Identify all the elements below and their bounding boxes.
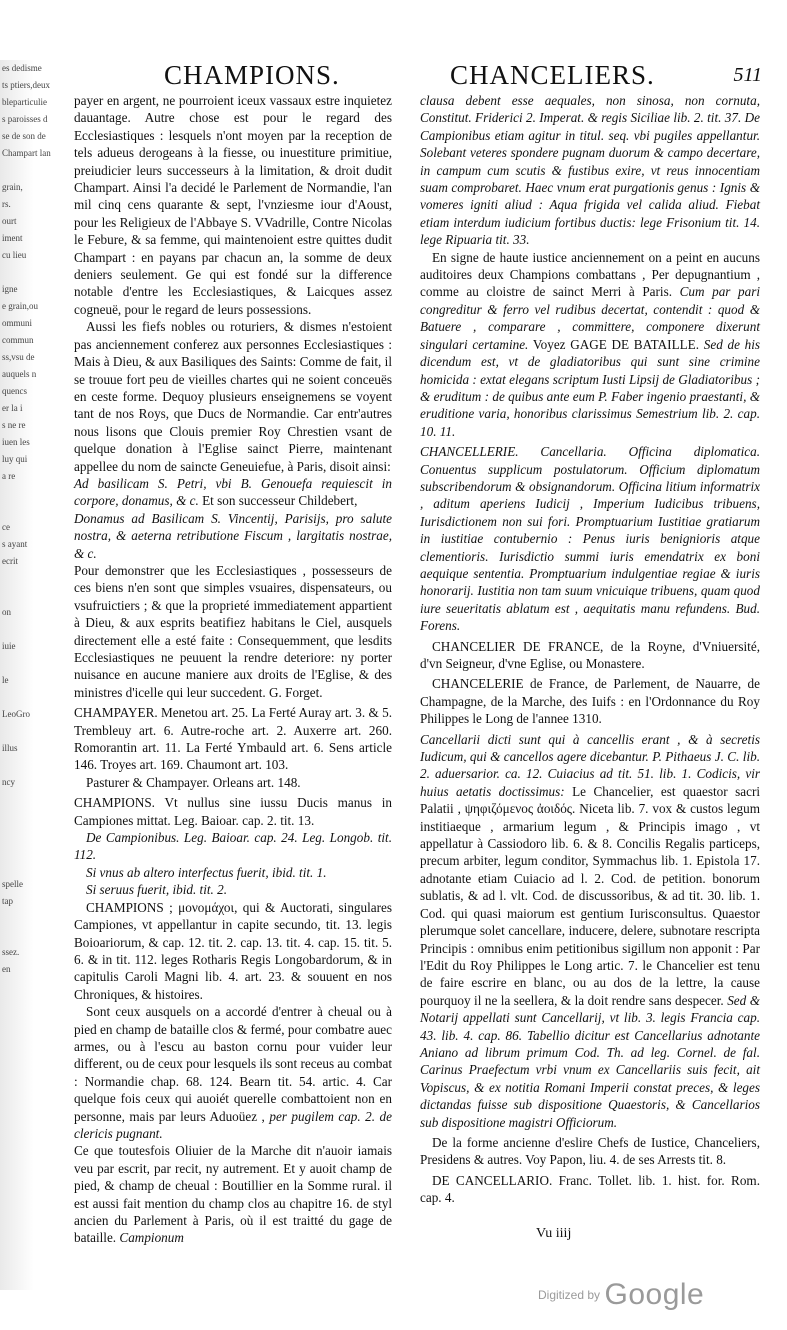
gutter-line: ommuni [2, 318, 33, 328]
header-right-title: CHANCELIERS. [450, 60, 655, 90]
gutter-line: s ne re [2, 420, 26, 430]
gutter-line [2, 689, 34, 706]
text-run: Pour demonstrer que les Ecclesiastiques , possesseurs de ces biens n'en sont que simples vsuaires, dispensateurs, ou vsufruictiers ; & que la proprieté immediatement appartient à Dieu, & aux esprits beatifiez habitans le Ciel, ausquels directement elle a esté faite : Consequemment, que lesdits Ecclesiastiques ne peuuent la rendre deteriore: ny porter nuisance en aucune maniere aux droits de l'Eglise, & des ministres d'icelle qui leur succedent. G. Forget. [74, 562, 392, 700]
text-run: CHAMPIONS ; μονομάχοι, qui & Auctorati, singulares Campiones, vt appellantur in capite secundo, tit. 13. legis Boioariorum, & cap. 12. tit. 2. cap. 13. tit. 4. cap. 15. tit. 5. 6. & in tit. 112. leges Rotharis Regis Longobardorum, & in capitulis Caroli Magni lib. 4. art. 23. & souuent en nos Chroniques, & histoires. [74, 899, 392, 1002]
gutter-line: le [2, 675, 9, 685]
paragraph [74, 774, 392, 791]
gutter-line [2, 723, 34, 740]
text-run: CHAMPIONS. Vt nullus sine iussu Ducis manus in Campiones mittat. Leg. Baioar. cap. 2. tit. 13. [74, 795, 392, 828]
gutter-line [2, 927, 34, 944]
paragraph [74, 899, 392, 1003]
text-run: De Campionibus. Leg. Baioar. cap. 24. Leg. Longob. tit. 112. [74, 830, 392, 863]
paragraph [74, 829, 392, 864]
gutter-line: ecrit [2, 556, 18, 566]
gutter-line: ourt [2, 216, 17, 226]
gutter-line: ss,vsu de [2, 352, 35, 362]
gutter-line: luy qui [2, 454, 28, 464]
text-run: Cancellarii dicti sunt qui à cancellis erant , & à secretis Iudicum, qui & cancellos agere dicebantur. P. Pithaeus J. C. lib. 2. aduersarior. ca. 12. Cuiacius ad tit. 51. lib. 1. Codicis, vir huius aetatis doctissimus: [420, 731, 760, 799]
text-run: Par l'Edit du Roy Philippes le Long artic. 7. le Chancelier est tenu de faire escrire en blanc, ou au dos de la lettre, la cause pourquoy il ne la seellera, & la doit rendre sans despecer. [420, 940, 761, 1008]
gutter-line: grain, [2, 182, 23, 192]
paragraph [74, 881, 392, 898]
gutter-line: commun [2, 335, 34, 345]
gutter-line [2, 825, 34, 842]
gutter-line [2, 910, 34, 927]
gutter-line [2, 859, 34, 876]
text-run: Aussi les fiefs nobles ou roturiers, & dismes n'estoient pas anciennement conferez aux personnes Ecclesiastiques : Mais à Dieu, & aux Basiliques des Saints: Comme de fait, il se trouue fort peu de vieilles chartes qui ne soient conceuës en ceste forme. Dequoy plusieurs enseignemens se voyent tant de nos Roys, que Ducs de Normandie. Car entr'autres nous lisons que Clouis premier Roy Chrestien vsant de quelque donation à l'Eglise sainct Pierre, maintenant appellee du nom de saincte Geneuiefue, à Paris, disoit ainsi: [74, 319, 392, 474]
gutter-line: on [2, 607, 11, 617]
text-run: CHANCELLERIE. Cancellaria. Officina diplomatica. Conuentus supplicum postulatorum. Officium diplomatum subscribendorum & obsignandorum. Officina litium informatrix , aditum aperiens Iudicij , Imperium Iudicibus tribuens, Iurisdictionem non sui fori. Promptuarium Iustitiae gratiarum in iustitiae contubernio : Penus iuris benignioris atque clementioris. Iurisdictio summi iuris emendatrix ex boni aequique sententia. Promptuarium indulgentiae regiae & iuris honorarij. Iustitia non tam suum vnicuique tribuens, quam quod iure seueritatis ablatum est , aequitatis manu refundens. Bud. Forens. [420, 444, 760, 634]
text-run: Si seruus fuerit, ibid. tit. 2. [86, 882, 228, 898]
paragraph [420, 1134, 760, 1169]
gutter-line [2, 842, 34, 859]
paragraph [420, 443, 760, 634]
text-run: Le Chancelier, est quaestor sacri Palatii , ψηφιζόμενος ἀοιδός. Niceta lib. 7. vox & custos legum institiaeque , armarium legum , & Principis imago , vt appellatur à Cassiodoro lib. 6. & 8. Concilis Regalis particeps, precum arbiter, legum conditor, Symmachus lib. 1. Epistola 17. adnotante etiam Cuiacio ad l. 2. Cod. de petition. bonorum sublatis, & ad l. vlt. Cod. de discussoribus, & ad tit. 30. lib. 1. Cod. qui quasi maiorum est gentium Iurisconsultus. Quaestor plerumque solet cancellare, inducere, delere, subnotare rescripta Principis : omnibus enim petitionibus sigillum non apponit : [420, 783, 761, 956]
paragraph [74, 794, 392, 829]
text-run: payer en argent, ne pourroient iceux vassaux estre inquietez dauantage. Autre chose est pour le regard des Ecclesiastiques : lesquels n'ont moyen par la reception de tels adueus derogeans à la fiesse, ou inuestiture primitiue, preiudicier leurs successeurs à la limitation, & droit dudit Champart. Ainsi l'a decidé le Parlement de Normandie, l'an mil cinq cens quarante & sept, l'vnziesme iour d'Aoust, pour les Religieux de l'Abbaye S. VVadrille, Contre Nicolas le Febure, & sa femme, qui maintenoient estre quittes dudit Champart : en payans par chacun an, la somme de deux deniers seulement. Ge qui est fondé sur la difference notable d'entre les Ecclesiastiques, & Laicques assez cogneuë, pour le regard de leurs possessions. [74, 93, 392, 317]
gutter-line: bleparticulie [2, 97, 47, 107]
paragraph [420, 731, 760, 1131]
gutter-line [2, 757, 34, 774]
paragraph [420, 249, 760, 440]
gutter-line: rs. [2, 199, 11, 209]
gutter-line: Champart lan [2, 148, 51, 158]
running-header [68, 58, 768, 92]
text-run: Voyez GAGE DE BATAILLE. [532, 336, 700, 352]
gutter-line: igne [2, 284, 18, 294]
gutter-line: se de son de [2, 131, 46, 141]
gutter-line: en [2, 964, 11, 974]
gutter-line: es dedisme [2, 63, 42, 73]
paragraph [74, 1003, 392, 1142]
gutter-line [2, 570, 34, 587]
paragraph [74, 92, 392, 318]
text-run: CHANCELERIE de France, de Parlement, de Nauarre, de Champagne, de la Marche, des Iuifs : en l'Ordonnance du Roy Philippes le Long de l'annee 1310. [420, 676, 760, 727]
gutter-line: e grain,ou [2, 301, 38, 311]
signature-mark: Vu iiij [536, 1226, 572, 1241]
text-run: CHANCELIER DE FRANCE, de la Royne, d'Vniuersité, d'vn Seigneur, d'vne Eglise, ou Monastere. [420, 638, 760, 671]
text-run: Si vnus ab altero interfectus fuerit, ibid. tit. 1. [86, 864, 327, 880]
gutter-line: a re [2, 471, 16, 481]
text-run: per pugilem cap. 2. de clericis pugnant. [74, 1108, 392, 1141]
text-run: Sont ceux ausquels on a accordé d'entrer à cheual ou à pied en champ de bataille clos & fermé, pour combatre auec armes, ou à l'escu au baston cornu pour vuider leur different, ou de ceux pour lesquels ils sont receus au combat : Normandie chap. 68. 124. Bearn tit. 54. artic. 4. Car quelque fois ceux qui auoiét querelle combattoient non en personne, mais par leurs Aduoüez , [74, 1004, 392, 1124]
gutter-line: ts ptiers,deux [2, 80, 50, 90]
gutter-line: ce [2, 522, 10, 532]
gutter-line: er la i [2, 403, 23, 413]
text-run: DE CANCELLARIO. Franc. Tollet. lib. 1. hist. for. Rom. cap. 4. [420, 1172, 760, 1206]
text-run: Ad basilicam S. Petri, vbi B. Genouefa requiescit in corpore, donamus, & c. [74, 475, 392, 509]
header-left-title: CHAMPIONS. [164, 60, 340, 90]
paragraph [420, 638, 760, 673]
gutter-marginalia [0, 60, 51, 978]
paragraph [74, 704, 392, 774]
gutter-line: auquels n [2, 369, 37, 379]
right-column [420, 92, 760, 1207]
paragraph [420, 92, 760, 249]
binding-gutter [0, 60, 51, 1290]
paragraph [420, 675, 760, 727]
gutter-line: iuen les [2, 437, 30, 447]
gutter-line: LeoGro [2, 709, 30, 719]
text-run: Donamus ad Basilicam S. Vincentij, Parisijs, pro salute nostra, & aeterna retributione Fiscum , largitatis nostrae, & c. [74, 510, 392, 561]
text-run: Sed de his dicendum est, vt de gladiatoribus qui sunt sine crimine homicida : extat elegans scriptum Iusti Lipsij de Gladiatoribus ; & eruditum : de quibus ante eum P. Faber ingenio praestanti, & eruditione varia, honoribus clarissimus Semestrium lib. 2. cap. 10. 11. [420, 336, 761, 439]
gutter-line: cu lieu [2, 250, 27, 260]
gutter-line [2, 485, 34, 502]
gutter-line: s ayant [2, 539, 28, 549]
text-run: clausa debent esse aequales, non sinosa, non cornuta, Constitut. Friderici 2. Imperat. & regis Siciliae lib. 2. tit. 37. De Campionibus etiam agitur in titul. seq. vbi pugiles appellantur. Solebant veteres spondere pugnam duorum & campo decertare, in campum cum scutis & fustibus exire, vt reus innocentiam suam comprobaret. Haec vnum erat purgationis genus : Ignis & vomeres igniti aliud : Aqua frigida vel calida aliud. Fiebat etiam interdum iudicium fortibus ductis: lege Frisonium tit. 14. lege Ripuaria tit. 33. [420, 93, 760, 248]
gutter-line: s paroisses d [2, 114, 48, 124]
gutter-line [2, 808, 34, 825]
text-run: Pasturer & Champayer. Orleans art. 148. [86, 774, 301, 790]
gutter-line: quencs [2, 386, 27, 396]
paragraph [74, 510, 392, 562]
text-run: CHAMPAYER. Menetou art. 25. La Ferté Auray art. 3. & 5. Trembleuy art. 6. Autre-roche art. 2. Auxerre art. 260. Romorantin art. 11. La Ferté Ymbauld art. 6. Sens article 146. Troyes art. 169. Chaumont art. 103. [74, 705, 392, 773]
gutter-line [2, 162, 34, 179]
gutter-line: tap [2, 896, 13, 906]
gutter-line: spelle [2, 879, 23, 889]
gutter-line: iment [2, 233, 23, 243]
google-logo: Google [604, 1278, 705, 1311]
text-run: Campionum [119, 1230, 184, 1246]
paragraph [74, 864, 392, 881]
paragraph [74, 1142, 392, 1246]
text-run: En signe de haute iustice anciennement on a peint en aucuns auditoires deux Champions combattans , Per depugnantium , comme au cloistre de sainct Merri à Paris. [420, 249, 760, 300]
paragraph [74, 475, 392, 510]
paragraph [420, 1172, 760, 1207]
text-run: Sed & Notarij appellati sunt Cancellarij, vt lib. 3. legis Francia cap. 43. lib. 4. cap. 86. Tabellio dicitur est Cancellarius adnotante Aniano ad librum primum Cod. Th. ad leg. Cornel. de fal. Carinus Praefectum vrbi vnum ex Cancellariis suis fecit, ait Vopiscus, & ex notitia Romani Imperii constat preces, & leges dictandas fuisse sub dispositione Quaestoris, & Cancellarios sub dispositione magistri Officiorum. [420, 992, 760, 1130]
gutter-line: ssez. [2, 947, 20, 957]
gutter-line: illus [2, 743, 18, 753]
gutter-line [2, 655, 34, 672]
google-watermark [538, 1278, 704, 1312]
gutter-line: ncy [2, 777, 15, 787]
text-run: Et son successeur Childebert, [202, 493, 358, 509]
paragraph [74, 318, 392, 475]
gutter-line [2, 502, 34, 519]
book-page [68, 58, 768, 1298]
watermark-prefix: Digitized by [538, 1288, 601, 1302]
text-run: Cum par pari congreditur & ferro vel rudibus decertat, contendit : quod & Batuere , comparare , committere, componere dixerunt singulari certamine. [420, 284, 760, 352]
gutter-line [2, 621, 34, 638]
text-run: De la forme ancienne d'eslire Chefs de Iustice, Chanceliers, Presidens & autres. Voy Papon, liu. 4. de ses Arrests tit. 8. [420, 1134, 760, 1168]
page-number: 511 [733, 64, 762, 86]
gutter-line: iuie [2, 641, 16, 651]
gutter-line [2, 791, 34, 808]
left-column [74, 92, 392, 1247]
gutter-line [2, 587, 34, 604]
text-run: Ce que toutesfois Oliuier de la Marche dit n'auoir iamais veu par escrit, par recit, ny autrement. Et y auoit champ de pied, & champ de cheual : Boutillier en la Somme rural. il est aussi fait mention du champ clos au chapitre 16. de styl ancien du Parlement à Paris, où il est traitté du gage de bataille. [74, 1143, 392, 1246]
gutter-line [2, 264, 34, 281]
paragraph [74, 562, 392, 701]
